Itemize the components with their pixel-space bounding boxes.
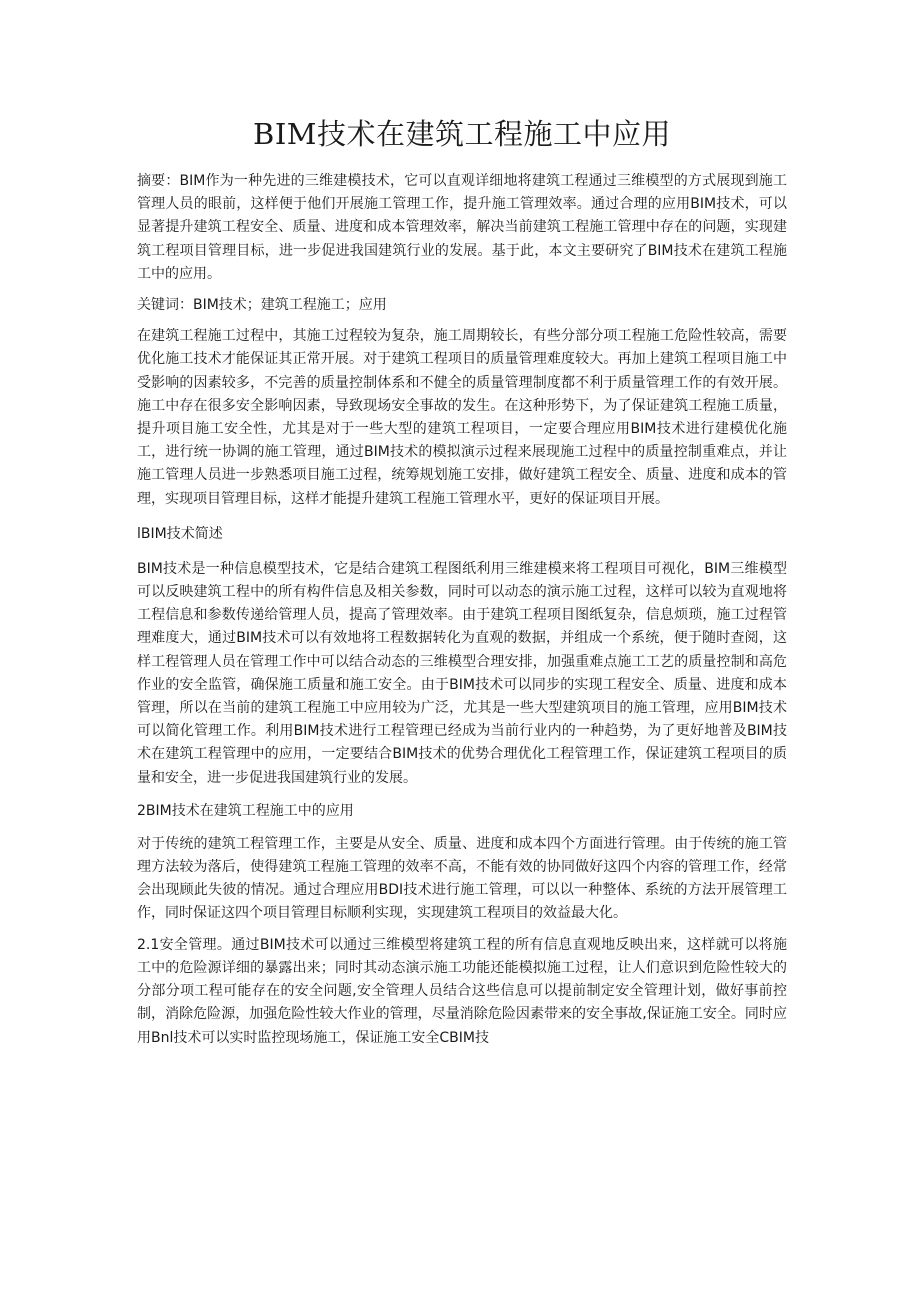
- section-2-paragraph: 对于传统的建筑工程管理工作，主要是从安全、质量、进度和成本四个方面进行管理。由于传统的施工管理方法较为落后，使得建筑工程施工管理的效率不高，不能有效的协同做好这四个内容的管理工作，经常会出现顾此失彼的情况。通过合理应用BDI技术进行施工管理，可以以一种整体、系统的方法开展管理工作，同时保证这四个项目管理目标顺利实现，实现建筑工程项目的效益最大化。: [137, 835, 787, 922]
- section-2-heading: 2BIM技术在建筑工程施工中的应用: [137, 802, 354, 819]
- document-page: [137, 112, 787, 1050]
- section-1-paragraph: BIM技术是一种信息模型技术，它是结合建筑工程图纸利用三维建模来将工程项目可视化，BIM三维模型可以反映建筑工程中的所有构件信息及相关参数，同时可以动态的演示施工过程，这样可以较为直观地将工程信息和参数传递给管理人员，提高了管理效率。由于建筑工程项目图纸复杂，信息烦琐，施工过程管理难度大，通过BIM技术可以有效地将工程数据转化为直观的数据，并组成一个系统，便于随时查阅，这样工程管理人员在管理工作中可以结合动态的三维模型合理安排，加强重难点施工工艺的质量控制和高危作业的安全监管，确保施工质量和施工安全。由于BIM技术可以同步的实现工程安全、质量、进度和成本管理，所以在当前的建筑工程施工中应用较为广泛，尤其是一些大型建筑项目的施工管理，应用BIM技术可以简化管理工作。利用BIM技术进行工程管理已经成为当前行业内的一种趋势，为了更好地普及BIM技术在建筑工程管理中的应用，一定要结合BIM技术的优势合理优化工程管理工作，保证建筑工程项目的质量和安全，进一步促进我国建筑行业的发展。: [137, 560, 787, 786]
- abstract-paragraph: 摘要：BIM作为一种先进的三维建模技术，它可以直观详细地将建筑工程通过三维模型的方式展现到施工管理人员的眼前，这样便于他们开展施工管理工作，提升施工管理效率。通过合理的应用BIM技术，可以显著提升建筑工程安全、质量、进度和成本管理效率，解决当前建筑工程施工管理中存在的问题，实现建筑工程项目管理目标，进一步促进我国建筑行业的发展。基于此，本文主要研究了BIM技术在建筑工程施工中的应用。: [137, 173, 787, 282]
- document-title: BIM技术在建筑工程施工中应用: [253, 117, 671, 151]
- intro-paragraph: 在建筑工程施工过程中，其施工过程较为复杂，施工周期较长，有些分部分项工程施工危险性较高，需要优化施工技术才能保证其正常开展。对于建筑工程项目的质量管理难度较大。再加上建筑工程项目施工中受影响的因素较多，不完善的质量控制体系和不健全的质量管理制度都不利于质量管理工作的有效开展。施工中存在很多安全影响因素，导致现场安全事故的发生。在这种形势下，为了保证建筑工程施工质量，提升项目施工安全性，尤其是对于一些大型的建筑工程项目，一定要合理应用BIM技术进行建模优化施工，进行统一协调的施工管理，通过BIM技术的模拟演示过程来展现施工过程中的质量控制重难点，并让施工管理人员进一步熟悉项目施工过程，统筹规划施工安排，做好建筑工程安全、质量、进度和成本的管理，实现项目管理目标，这样才能提升建筑工程施工管理水平，更好的保证项目开展。: [137, 328, 787, 507]
- section-1-heading: lBIM技术简述: [137, 525, 223, 542]
- keywords-line: 关键词：BIM技术；建筑工程施工；应用: [137, 297, 387, 314]
- subsection-2-1-paragraph: 2.1安全管理。通过BIM技术可以通过三维模型将建筑工程的所有信息直观地反映出来，这样就可以将施工中的危险源详细的暴露出来；同时其动态演示施工功能还能模拟施工过程，让人们意识到危险性较大的分部分项工程可能存在的安全问题,安全管理人员结合这些信息可以提前制定安全管理计划，做好事前控制，消除危险源，加强危险性较大作业的管理，尽量消除危险因素带来的安全事故,保证施工安全。同时应用Bnl技术可以实时监控现场施工，保证施工安全CBIM技: [137, 936, 787, 1046]
